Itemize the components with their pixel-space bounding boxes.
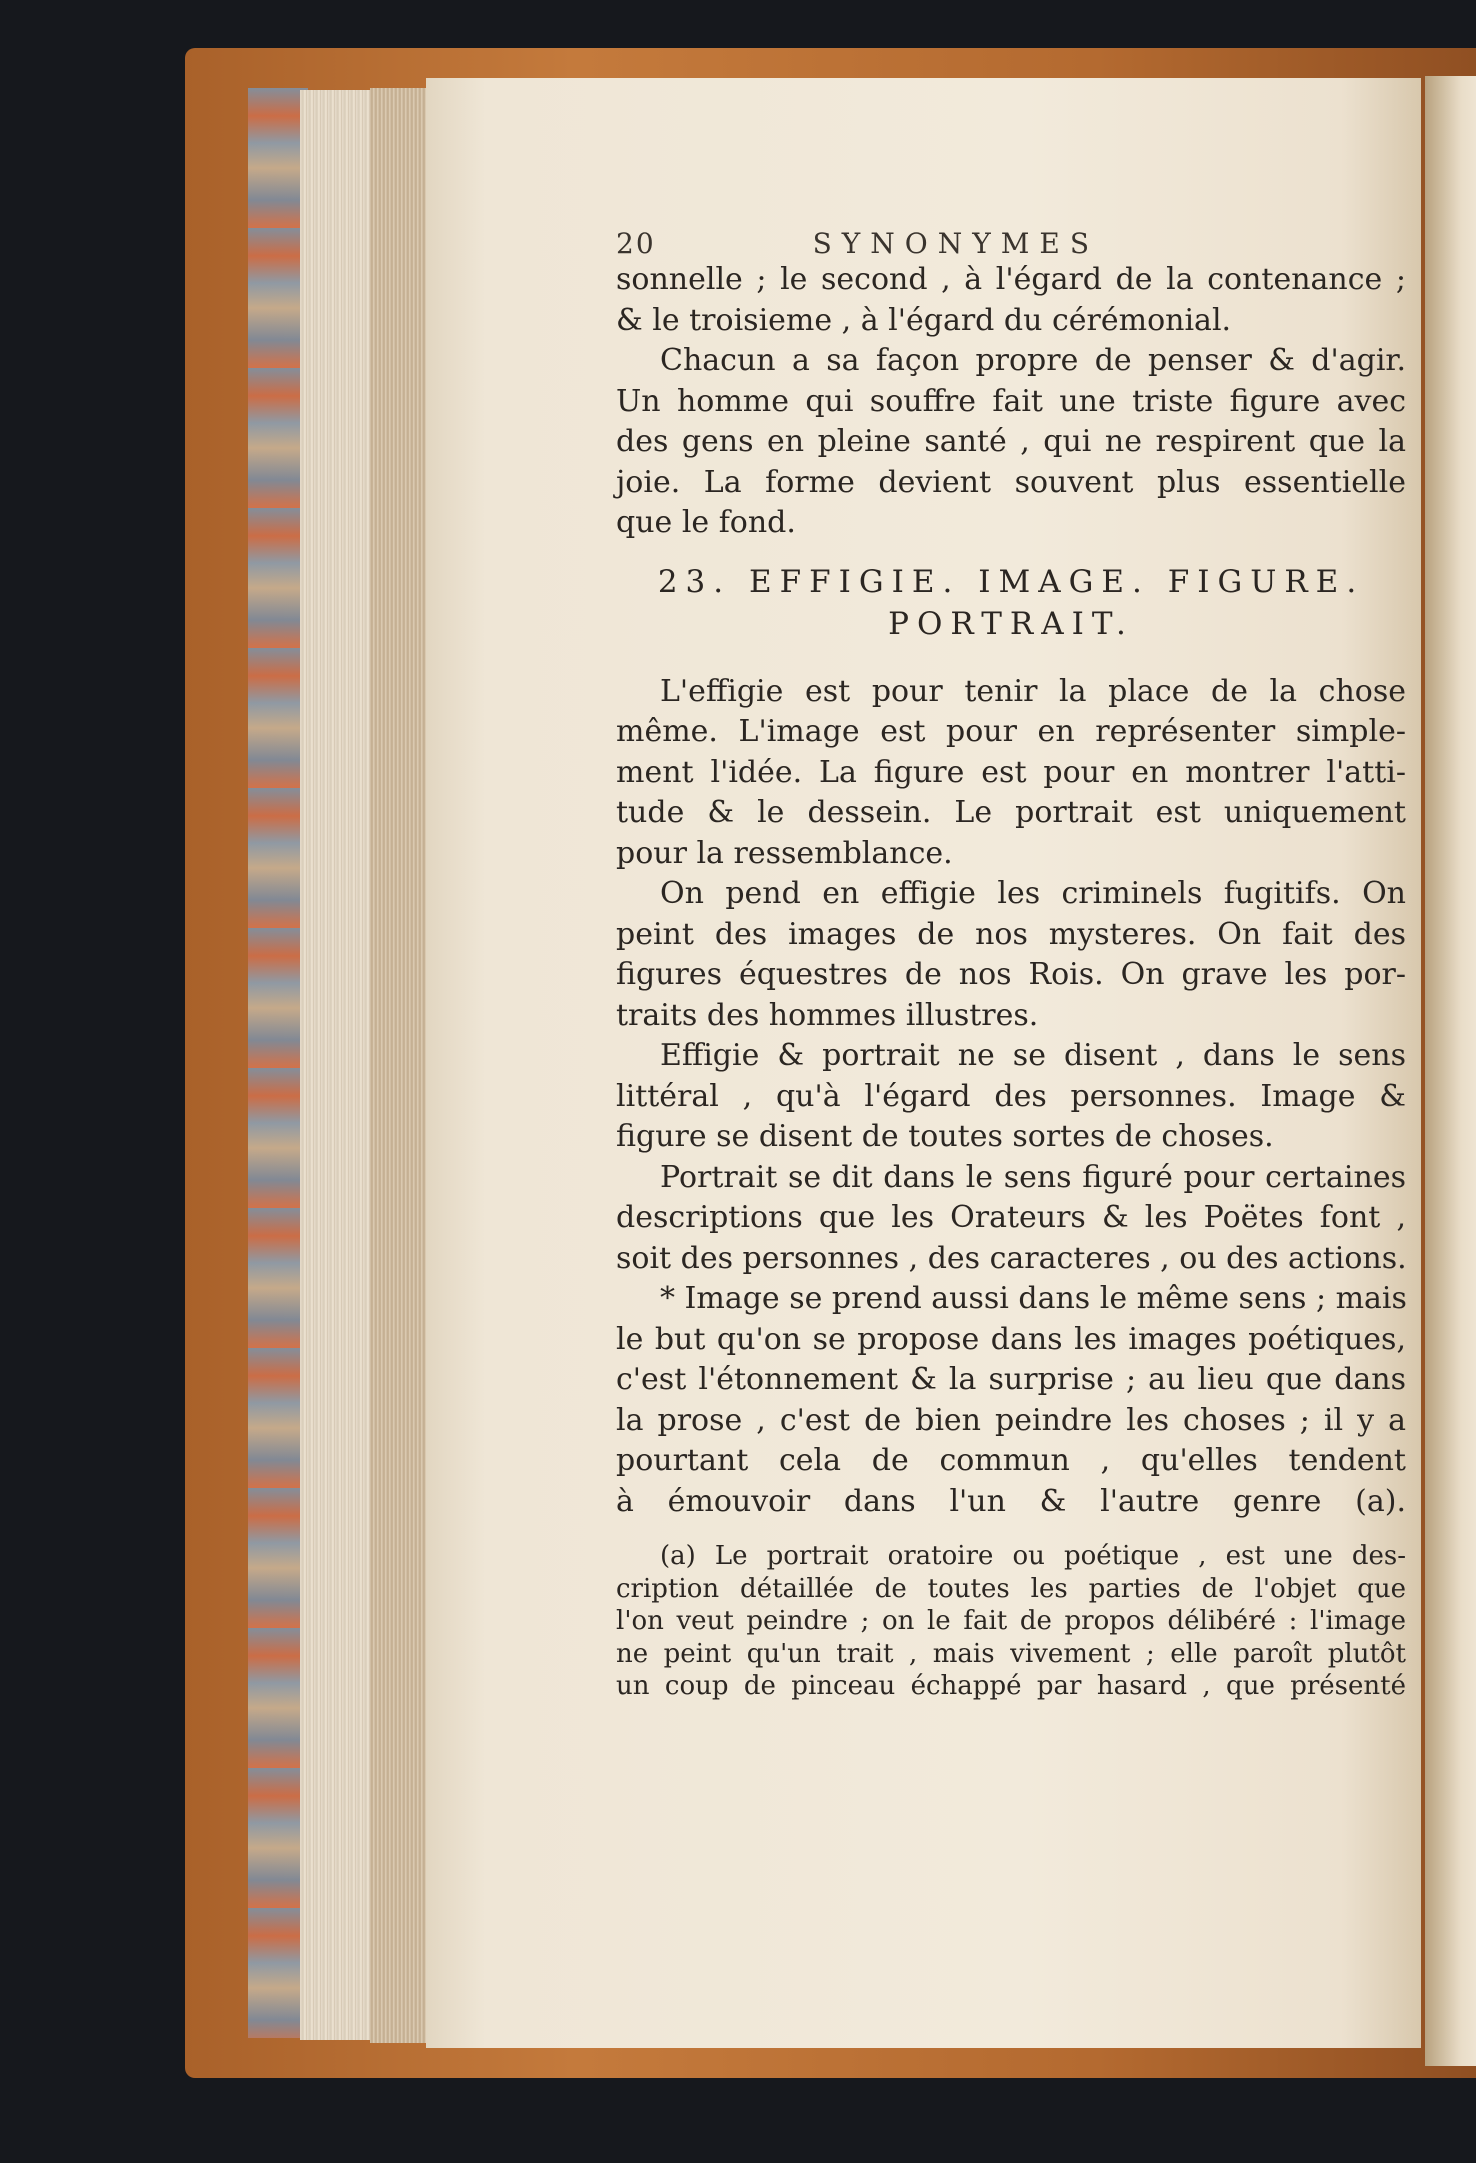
footnote-line: cription détaillée de toutes les parties de l'objet que: [616, 1573, 1406, 1604]
text-line: Effigie & portrait ne se disent , dans le sens: [660, 1038, 1406, 1073]
text-line: le but qu'on se propose dans les images poétiques,: [616, 1321, 1406, 1357]
footnote-line: l'on veut peindre ; on le fait de propos délibéré : l'image: [616, 1606, 1406, 1636]
footnote-line: un coup de pinceau échappé par hasard , que présenté: [616, 1671, 1406, 1701]
page-text: [616, 224, 1406, 1703]
text-line: tude & le dessein. Le portrait est uniquement: [616, 795, 1406, 830]
facing-page: [1425, 76, 1476, 2066]
text-line: pour la ressemblance.: [616, 835, 953, 871]
text-line: descriptions que les Orateurs & les Poëtes font ,: [616, 1200, 1406, 1235]
text-line: la prose , c'est de bien peindre les choses ; il y a: [616, 1402, 1406, 1438]
running-title: SYNONYMES: [812, 227, 1100, 260]
text-line: ment l'idée. La figure est pour en montrer l'atti-: [616, 754, 1406, 790]
text-line: figure se disent de toutes sortes de choses.: [616, 1119, 1274, 1154]
section-heading: 23. EFFIGIE. IMAGE. FIGURE.: [657, 563, 1365, 600]
text-line: Portrait se dit dans le sens figuré pour certaines: [660, 1159, 1406, 1195]
marbled-endpaper: [248, 88, 308, 2038]
text-line: Un homme qui souffre fait une triste figure avec: [616, 383, 1406, 419]
text-line: même. L'image est pour en représenter simple-: [616, 714, 1406, 749]
text-line: joie. La forme devient souvent plus essentielle: [616, 464, 1406, 500]
section-heading-cont: PORTRAIT.: [888, 605, 1134, 642]
footnote-line: ne peint qu'un trait , mais vivement ; elle paroît plutôt: [616, 1638, 1406, 1669]
text-line: On pend en effigie les criminels fugitifs. On: [660, 876, 1406, 911]
text-line: Chacun a sa façon propre de penser & d'agir.: [660, 343, 1406, 378]
text-line: c'est l'étonnement & la surprise ; au lieu que dans: [616, 1362, 1406, 1397]
page-edges-inner: [370, 88, 426, 2043]
text-line: soit des personnes , des caracteres , ou des actions.: [616, 1240, 1407, 1276]
footnote-line: (a) Le portrait oratoire ou poétique , est une des-: [660, 1541, 1406, 1571]
text-line: figures équestres de nos Rois. On grave les por-: [616, 957, 1406, 992]
text-line: traits des hommes illustres.: [616, 997, 1039, 1033]
footnote: [616, 1540, 1406, 1703]
text-line: des gens en pleine santé , qui ne respirent que la: [616, 424, 1406, 459]
text-line: sonnelle ; le second , à l'égard de la contenance ;: [616, 262, 1406, 297]
text-line: L'effigie est pour tenir la place de la chose: [660, 673, 1406, 709]
text-line: peint des images de nos mysteres. On fait des: [616, 916, 1406, 952]
page-number: 20: [616, 227, 656, 260]
running-header: [616, 224, 1406, 260]
text-line: & le troisieme , à l'égard du cérémonial.: [616, 302, 1232, 338]
text-line: que le fond.: [616, 505, 796, 540]
text-line: à émouvoir dans l'un & l'autre genre (a).: [616, 1483, 1406, 1519]
text-line: * Image se prend aussi dans le même sens ; mais: [660, 1281, 1407, 1316]
text-line: littéral , qu'à l'égard des personnes. Image &: [616, 1078, 1406, 1114]
text-line: pourtant cela de commun , qu'elles tendent: [616, 1443, 1406, 1478]
